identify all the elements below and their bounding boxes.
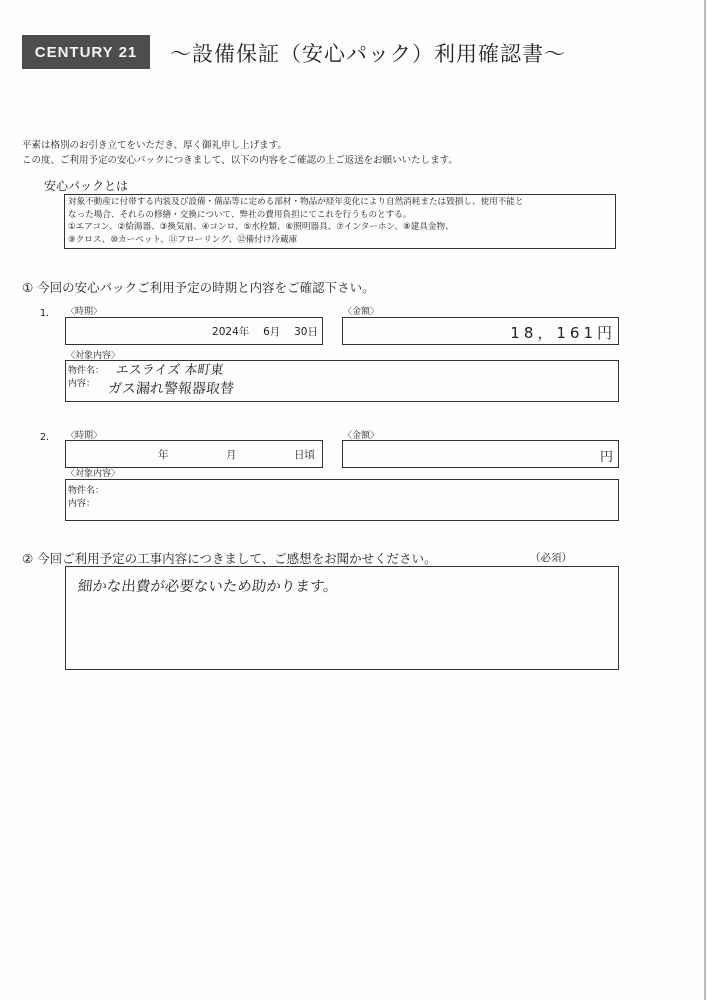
about-description-box: [64, 194, 616, 249]
about-line-1: 対象不動産に付帯する内装及び設備・備品等に定める部材・物品が経年変化により自然消耗または毀損し、使用不能と: [68, 197, 524, 207]
entry1-amount-label: 〈金額〉: [343, 307, 380, 317]
entry2-period-label: 〈時期〉: [66, 431, 103, 441]
company-logo: CENTURY 21: [22, 35, 150, 69]
about-line-2: なった場合、それらの修繕・交換について、弊社の費用負担にてこれを行うものとする。: [68, 209, 412, 220]
entry1-content-value: ガス漏れ警報器取替: [107, 381, 235, 397]
entry1-target-label: 〈対象内容〉: [66, 351, 121, 361]
about-line-3: ①エアコン、②給湯器、③換気扇、④コンロ、⑤水栓類、⑥照明器具、⑦インターホン、⑧建具金物、: [68, 222, 454, 232]
entry1-period-box[interactable]: [65, 317, 323, 345]
entry2-amount-label: 〈金額〉: [343, 431, 380, 441]
greeting-line-2: この度、ご利用予定の安心パックにつきまして、以下の内容をご確認の上ご返送をお願いいたします。: [22, 155, 458, 166]
entry2-period-box[interactable]: [65, 440, 323, 468]
entry2-content-label: 内容：: [68, 499, 96, 509]
entry1-amount-value: 18，161円: [510, 324, 616, 342]
comment-box[interactable]: [65, 566, 619, 670]
entry2-amount-box[interactable]: [342, 440, 619, 468]
entry1-property-value: エスライズ 本町東: [115, 363, 225, 378]
entry1-content-label: 内容：: [68, 379, 96, 389]
required-label: （必須）: [530, 552, 572, 564]
entry2-period-month: 月: [226, 449, 237, 461]
entry1-target-box[interactable]: [65, 360, 619, 402]
entry2-period-year: 年: [158, 449, 169, 461]
section2-heading: ② 今回ご利用予定の工事内容につきまして、ご感想をお聞かせください。: [22, 551, 437, 566]
entry2-period-day: 日頃: [294, 449, 315, 461]
document-title: ～設備保証（安心パック）利用確認書～: [170, 42, 566, 66]
entry2-property-label: 物件名：: [68, 486, 105, 496]
greeting-line-1: 平素は格別のお引き立てをいただき、厚く御礼申し上げます。: [22, 140, 287, 151]
entry2-target-box[interactable]: [65, 479, 619, 521]
entry1-period-label: 〈時期〉: [66, 307, 103, 317]
entry2-number: 2.: [40, 432, 50, 443]
about-heading: 安心パックとは: [44, 179, 129, 193]
entry1-number: 1.: [40, 308, 50, 319]
entry2-target-label: 〈対象内容〉: [66, 469, 121, 479]
entry1-period-value: 2024年 6月 30日: [212, 326, 318, 338]
entry2-amount-unit: 円: [599, 450, 613, 465]
entry1-property-label: 物件名：: [68, 366, 105, 376]
section1-heading: ① 今回の安心パックご利用予定の時期と内容をご確認下さい。: [22, 280, 375, 295]
scan-edge: [704, 0, 706, 1000]
entry1-amount-box[interactable]: [342, 317, 619, 345]
about-line-4: ⑨クロス、⑩カーペット、⑪フローリング、⑫備付け冷蔵庫: [68, 234, 298, 245]
comment-text: 細かな出費が必要ないため助かります。: [77, 579, 339, 595]
